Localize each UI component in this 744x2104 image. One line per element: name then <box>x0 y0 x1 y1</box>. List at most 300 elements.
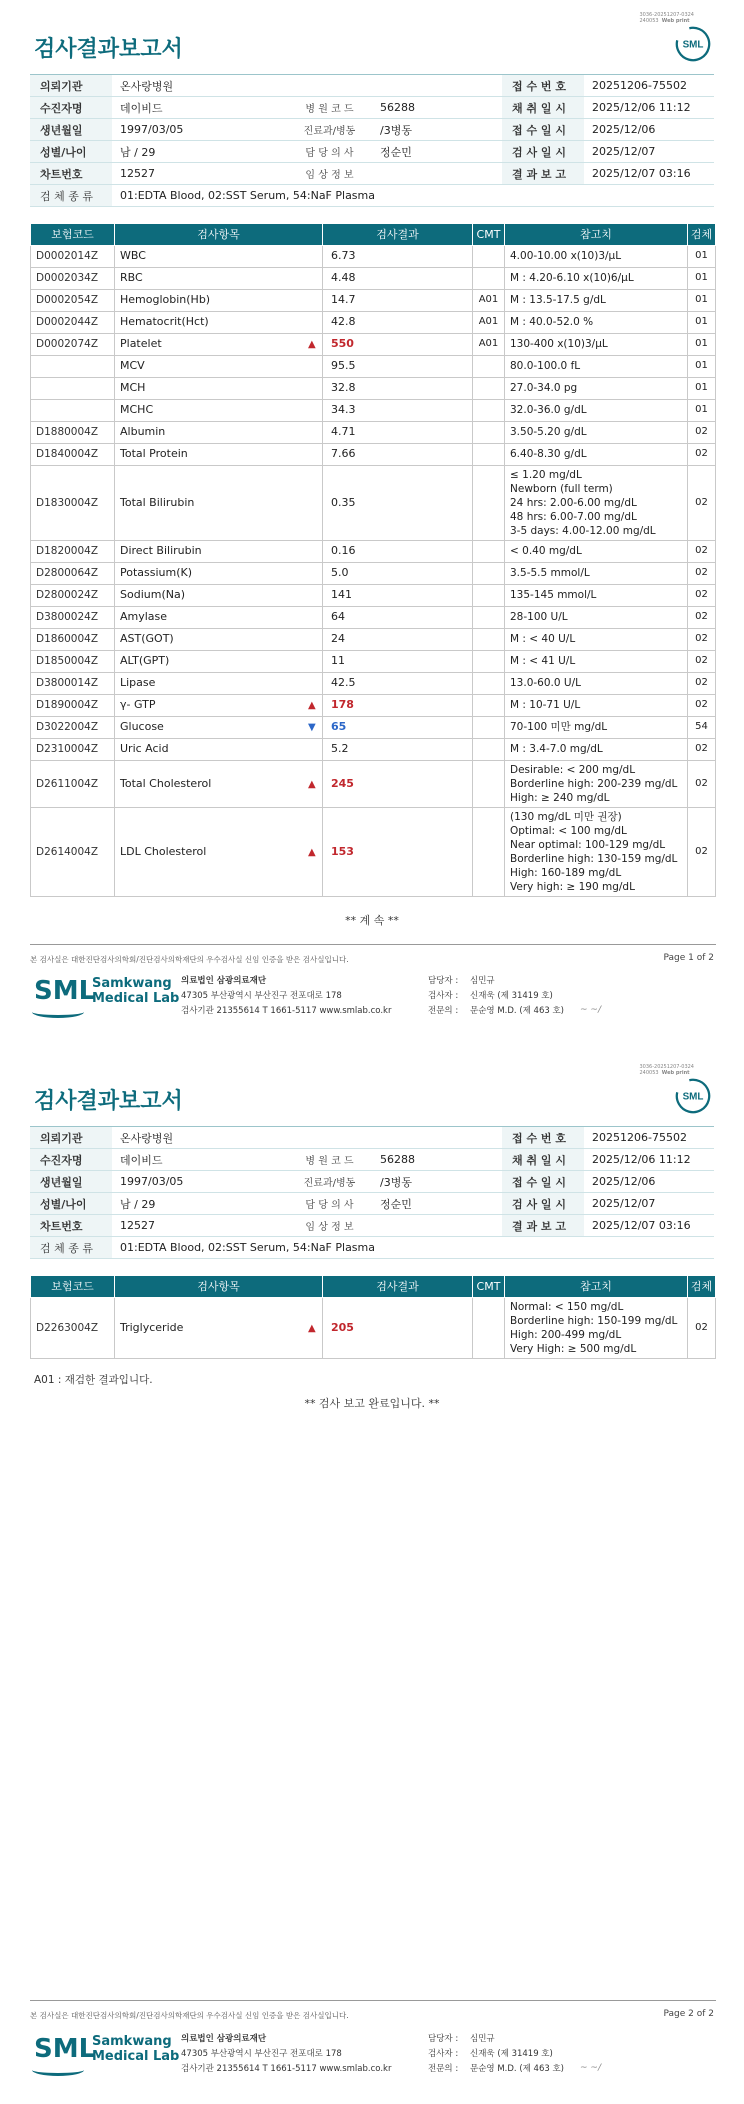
row-cmt <box>473 807 505 896</box>
specimen-value: 01:EDTA Blood, 02:SST Serum, 54:NaF Plasma <box>112 185 714 207</box>
table-row <box>31 540 716 562</box>
ref-line: 3-5 days: 4.00-12.00 mg/dL <box>510 524 656 537</box>
row-code: D2310004Z <box>31 738 115 760</box>
row-cmt <box>473 694 505 716</box>
ref-line: Borderline high: 200-239 mg/dL <box>510 777 678 790</box>
row-code: D1840004Z <box>31 443 115 465</box>
collect-value: 2025/12/06 11:12 <box>584 1149 714 1171</box>
sexage-label: 성별/나이 <box>30 1193 112 1215</box>
row-code: D2614004Z <box>31 807 115 896</box>
row-ref <box>505 628 688 650</box>
col-code: 보험코드 <box>31 1276 115 1297</box>
dept-label: 진료과/병동 <box>287 1171 372 1193</box>
ref-line: ≤ 1.20 mg/dL <box>510 468 582 481</box>
row-specimen: 02 <box>688 760 716 807</box>
doctor-value: 정순민 <box>372 1193 502 1215</box>
ref-line: M : < 41 U/L <box>510 655 576 667</box>
row-result-cell <box>308 716 473 738</box>
table-row <box>31 738 716 760</box>
table-row <box>31 606 716 628</box>
sml-logo-p2-icon <box>675 1078 711 1114</box>
patient-value: 데이비드 <box>112 97 287 119</box>
row-item: Total Cholesterol <box>115 760 323 807</box>
row-cmt <box>473 443 505 465</box>
row-specimen: 02 <box>688 421 716 443</box>
row-result-cell <box>323 628 473 650</box>
table-row <box>31 355 716 377</box>
footer-divider <box>30 944 716 945</box>
report-value: 2025/12/07 03:16 <box>584 163 714 185</box>
row-code <box>31 355 115 377</box>
row-item: MCHC <box>115 399 323 421</box>
row-specimen: 54 <box>688 716 716 738</box>
row-specimen: 02 <box>688 606 716 628</box>
row-item: RBC <box>115 267 323 289</box>
ref-line: Very High: ≥ 500 mg/dL <box>510 1342 637 1355</box>
row-specimen: 01 <box>688 311 716 333</box>
row-result: 42.8 <box>331 315 356 328</box>
receive-value: 2025/12/06 <box>584 1171 714 1193</box>
test-value: 2025/12/07 <box>584 1193 714 1215</box>
report-page-2 <box>0 1052 744 2104</box>
row-code: D3800014Z <box>31 672 115 694</box>
row-result-cell <box>323 606 473 628</box>
row-result: 5.0 <box>331 566 349 579</box>
row-specimen: 02 <box>688 1297 716 1358</box>
ref-line: 130-400 x(10)3/μL <box>510 338 608 350</box>
birth-label: 생년월일 <box>30 119 112 141</box>
row-ref <box>505 606 688 628</box>
sexage-value: 남 / 29 <box>112 1193 287 1215</box>
hcode-value: 56288 <box>372 97 502 119</box>
table-row <box>31 650 716 672</box>
table-row <box>31 443 716 465</box>
row-code: D0002054Z <box>31 289 115 311</box>
row-code: D0002034Z <box>31 267 115 289</box>
accno-label: 접 수 번 호 <box>502 75 584 97</box>
row-result: 11 <box>331 654 345 667</box>
row-result: 141 <box>331 588 352 601</box>
sexage-label: 성별/나이 <box>30 141 112 163</box>
row-item: Hemoglobin(Hb) <box>115 289 323 311</box>
doc-code-line1: 3036-20251207-0324 <box>639 12 694 18</box>
row-cmt <box>473 760 505 807</box>
row-result: 24 <box>331 632 345 645</box>
collect-value: 2025/12/06 11:12 <box>584 97 714 119</box>
row-result: 6.73 <box>331 249 356 262</box>
ref-line: M : 13.5-17.5 g/dL <box>510 294 606 306</box>
specimen-value: 01:EDTA Blood, 02:SST Serum, 54:NaF Plasma <box>112 1237 714 1259</box>
row-ref <box>505 584 688 606</box>
hcode-label: 병 원 코 드 <box>287 97 372 119</box>
cert-text: 본 검사실은 대한진단검사의학회/진단검사의학재단의 우수검사실 신임 인증을 받은 검사실입니다. <box>30 955 349 964</box>
ref-line: M : 10-71 U/L <box>510 699 581 711</box>
row-ref <box>505 355 688 377</box>
ref-line: 13.0-60.0 U/L <box>510 677 581 689</box>
row-specimen: 02 <box>688 562 716 584</box>
ref-line: Newborn (full term) <box>510 482 613 495</box>
row-item: AST(GOT) <box>115 628 323 650</box>
row-cmt <box>473 540 505 562</box>
staff-info-p2: 담당자 : 심민규 검사자 : 신재욱 (제 31419 호) 전문의 : 문순영 M.D. (제 463 호) <box>428 2034 565 2074</box>
row-result-cell <box>323 289 473 311</box>
table-row <box>31 760 716 807</box>
row-result: 95.5 <box>331 359 356 372</box>
accno-label: 접 수 번 호 <box>502 1127 584 1149</box>
col-specimen: 검체 <box>688 1276 716 1297</box>
logo-name: Samkwang Medical Lab <box>92 2034 180 2064</box>
row-cmt: A01 <box>473 289 505 311</box>
row-item: LDL Cholesterol <box>115 807 323 896</box>
collect-label: 채 취 일 시 <box>502 97 584 119</box>
signature-p2: ~ ~/ <box>580 2063 601 2073</box>
ref-line: 80.0-100.0 fL <box>510 360 581 372</box>
clinical-value <box>372 1215 502 1237</box>
cert-text-p2: 본 검사실은 대한진단검사의학회/진단검사의학재단의 우수검사실 신임 인증을 받은 검사실입니다. <box>30 2011 349 2020</box>
row-cmt <box>473 399 505 421</box>
ref-line: Desirable: < 200 mg/dL <box>510 763 636 776</box>
row-specimen: 02 <box>688 540 716 562</box>
ref-line: High: 200-499 mg/dL <box>510 1328 622 1341</box>
high-flag-icon: ▲ <box>308 700 316 711</box>
row-ref <box>505 421 688 443</box>
sml-logo-text: SML <box>34 976 96 1006</box>
row-code: D1820004Z <box>31 540 115 562</box>
row-item: MCV <box>115 355 323 377</box>
ref-line: 27.0-34.0 pg <box>510 382 578 394</box>
table-row <box>31 584 716 606</box>
row-result: 550 <box>331 337 354 350</box>
row-ref <box>505 738 688 760</box>
receive-value: 2025/12/06 <box>584 119 714 141</box>
row-code: D0002044Z <box>31 311 115 333</box>
row-ref <box>505 333 688 355</box>
hospital-value: 온사랑병원 <box>112 75 287 97</box>
row-result-cell <box>323 267 473 289</box>
row-result: 5.2 <box>331 742 349 755</box>
table-row <box>31 694 716 716</box>
table-row <box>31 465 716 540</box>
row-cmt <box>473 738 505 760</box>
row-ref <box>505 377 688 399</box>
col-specimen: 검체 <box>688 224 716 245</box>
ref-line: M : 3.4-7.0 mg/dL <box>510 743 603 755</box>
sml-logo-icon <box>675 26 711 62</box>
row-result-cell <box>323 672 473 694</box>
ref-line: Normal: < 150 mg/dL <box>510 1300 624 1313</box>
table-row <box>31 1297 716 1358</box>
row-specimen: 02 <box>688 807 716 896</box>
row-cmt: A01 <box>473 333 505 355</box>
row-result: 32.8 <box>331 381 356 394</box>
report-label: 결 과 보 고 <box>502 163 584 185</box>
row-code: D0002074Z <box>31 333 115 355</box>
row-item: Direct Bilirubin <box>115 540 323 562</box>
doc-code-line2: 240053 Web print <box>639 18 690 24</box>
row-result: 14.7 <box>331 293 356 306</box>
table-row <box>31 399 716 421</box>
row-specimen: 02 <box>688 465 716 540</box>
row-result-cell <box>323 399 473 421</box>
high-flag-icon: ▲ <box>308 846 316 858</box>
row-cmt <box>473 267 505 289</box>
row-result-cell <box>323 738 473 760</box>
report-label: 결 과 보 고 <box>502 1215 584 1237</box>
ref-line: Optimal: < 100 mg/dL <box>510 824 627 837</box>
test-label: 검 사 일 시 <box>502 141 584 163</box>
table-row <box>31 807 716 896</box>
ref-line: 4.00-10.00 x(10)3/μL <box>510 250 622 262</box>
row-result: 4.71 <box>331 425 356 438</box>
ref-line: 6.40-8.30 g/dL <box>510 448 587 460</box>
row-ref <box>505 1297 688 1358</box>
results-table-page-1 <box>30 224 716 897</box>
row-cmt <box>473 606 505 628</box>
table-row <box>31 562 716 584</box>
row-ref <box>505 760 688 807</box>
row-code: D3800024Z <box>31 606 115 628</box>
ref-line: 24 hrs: 2.00-6.00 mg/dL <box>510 496 637 509</box>
clinical-label: 임 상 정 보 <box>287 1215 372 1237</box>
row-specimen: 02 <box>688 650 716 672</box>
test-label: 검 사 일 시 <box>502 1193 584 1215</box>
row-result-cell <box>323 443 473 465</box>
row-code: D1830004Z <box>31 465 115 540</box>
row-item: WBC <box>115 245 323 267</box>
logo-name: Samkwang Medical Lab <box>92 976 180 1006</box>
ref-line: (130 mg/dL 미만 권장) <box>510 810 622 823</box>
row-result-cell <box>323 540 473 562</box>
row-cmt <box>473 1297 505 1358</box>
row-cmt <box>473 377 505 399</box>
row-code: D2611004Z <box>31 760 115 807</box>
ref-line: < 0.40 mg/dL <box>510 545 582 557</box>
row-specimen: 01 <box>688 399 716 421</box>
row-item: Potassium(K) <box>115 562 323 584</box>
collect-label: 채 취 일 시 <box>502 1149 584 1171</box>
patient-label: 수진자명 <box>30 97 112 119</box>
row-specimen: 02 <box>688 738 716 760</box>
row-specimen: 01 <box>688 377 716 399</box>
low-flag-icon: ▼ <box>308 722 316 733</box>
col-result: 검사결과 <box>323 1276 473 1297</box>
page-number-p2: Page 2 of 2 <box>663 2009 714 2019</box>
row-ref <box>505 311 688 333</box>
patient-info-table <box>30 74 714 207</box>
ref-line: M : 40.0-52.0 % <box>510 316 594 328</box>
table-row <box>31 267 716 289</box>
row-specimen: 01 <box>688 245 716 267</box>
row-item: Hematocrit(Hct) <box>115 311 323 333</box>
high-flag-icon: ▲ <box>308 1322 316 1334</box>
hospital-label: 의뢰기관 <box>30 75 112 97</box>
row-result: 0.16 <box>331 544 356 557</box>
row-result: 178 <box>331 698 354 711</box>
row-specimen: 01 <box>688 355 716 377</box>
row-result-cell <box>323 377 473 399</box>
row-ref <box>505 650 688 672</box>
ref-line: 135-145 mmol/L <box>510 589 597 601</box>
patient-info-table-p2 <box>30 1126 714 1259</box>
hcode-value: 56288 <box>372 1149 502 1171</box>
final-note: ** 검사 보고 완료입니다. ** <box>304 1397 440 1410</box>
specimen-label: 검 체 종 류 <box>30 1237 112 1259</box>
row-code: D2800024Z <box>31 584 115 606</box>
hospital-label: 의뢰기관 <box>30 1127 112 1149</box>
patient-value: 데이비드 <box>112 1149 287 1171</box>
samkwang-logo-p2 <box>34 2030 184 2074</box>
row-result: 7.66 <box>331 447 356 460</box>
row-code: D2800064Z <box>31 562 115 584</box>
ref-line: M : 4.20-6.10 x(10)6/μL <box>510 272 634 284</box>
row-result: 245 <box>331 776 354 790</box>
table-row <box>31 421 716 443</box>
staff-info: 담당자 : 심민규 검사자 : 신재욱 (제 31419 호) 전문의 : 문순영 M.D. (제 463 호) <box>428 976 565 1016</box>
row-result-cell <box>323 650 473 672</box>
row-item: Lipase <box>115 672 323 694</box>
row-code: D0002014Z <box>31 245 115 267</box>
col-item: 검사항목 <box>115 224 323 245</box>
chart-value: 12527 <box>112 163 287 185</box>
doc-code-p2-line2: 240053 Web print <box>639 1070 690 1076</box>
row-code <box>31 399 115 421</box>
table-row <box>31 377 716 399</box>
row-result-cell <box>308 1297 473 1358</box>
table-row <box>31 311 716 333</box>
row-specimen: 02 <box>688 694 716 716</box>
row-result: 205 <box>331 1320 354 1334</box>
row-ref <box>505 399 688 421</box>
results-table-page-2 <box>30 1276 716 1359</box>
specimen-label: 검 체 종 류 <box>30 185 112 207</box>
row-ref <box>505 267 688 289</box>
sml-logo-text: SML <box>34 2034 96 2064</box>
row-cmt <box>473 716 505 738</box>
row-cmt <box>473 584 505 606</box>
col-ref: 참고치 <box>505 224 688 245</box>
row-specimen: 01 <box>688 333 716 355</box>
row-code: D1880004Z <box>31 421 115 443</box>
row-item: Sodium(Na) <box>115 584 323 606</box>
row-ref <box>505 694 688 716</box>
row-code <box>31 377 115 399</box>
report-value: 2025/12/07 03:16 <box>584 1215 714 1237</box>
row-specimen: 02 <box>688 443 716 465</box>
row-cmt <box>473 355 505 377</box>
page-number: Page 1 of 2 <box>663 953 714 963</box>
col-ref: 참고치 <box>505 1276 688 1297</box>
row-result-cell <box>308 333 473 355</box>
doctor-label: 담 당 의 사 <box>287 1193 372 1215</box>
ref-line: M : < 40 U/L <box>510 633 576 645</box>
continued-note: ** 계 속 ** <box>345 914 399 927</box>
row-result-cell <box>323 355 473 377</box>
row-specimen: 01 <box>688 267 716 289</box>
ref-line: Very high: ≥ 190 mg/dL <box>510 880 635 893</box>
row-result-cell <box>308 760 473 807</box>
samkwang-logo <box>34 972 184 1016</box>
row-ref <box>505 245 688 267</box>
accno-value: 20251206-75502 <box>584 1127 714 1149</box>
hcode-label: 병 원 코 드 <box>287 1149 372 1171</box>
row-cmt <box>473 628 505 650</box>
signature: ~ ~/ <box>580 1005 601 1015</box>
row-cmt: A01 <box>473 311 505 333</box>
row-cmt <box>473 421 505 443</box>
footer-divider-p2 <box>30 2000 716 2001</box>
col-item: 검사항목 <box>115 1276 323 1297</box>
row-item: Albumin <box>115 421 323 443</box>
row-specimen: 02 <box>688 584 716 606</box>
hospital-value: 온사랑병원 <box>112 1127 287 1149</box>
row-cmt <box>473 562 505 584</box>
svg-text:SML: SML <box>682 39 704 51</box>
table-row <box>31 716 716 738</box>
row-item: Total Bilirubin <box>115 465 323 540</box>
col-result: 검사결과 <box>323 224 473 245</box>
birth-label: 생년월일 <box>30 1171 112 1193</box>
ref-line: 32.0-36.0 g/dL <box>510 404 587 416</box>
row-result-cell <box>323 311 473 333</box>
ref-line: 3.50-5.20 g/dL <box>510 426 587 438</box>
row-ref <box>505 465 688 540</box>
table-row <box>31 289 716 311</box>
ref-line: High: ≥ 240 mg/dL <box>510 791 610 804</box>
clinical-label: 임 상 정 보 <box>287 163 372 185</box>
receive-label: 접 수 일 시 <box>502 1171 584 1193</box>
row-result: 65 <box>331 720 347 733</box>
col-cmt: CMT <box>473 224 505 245</box>
col-code: 보험코드 <box>31 224 115 245</box>
row-ref <box>505 540 688 562</box>
table-row <box>31 628 716 650</box>
row-result-cell <box>323 245 473 267</box>
row-result: 42.5 <box>331 676 356 689</box>
sexage-value: 남 / 29 <box>112 141 287 163</box>
row-item: Platelet <box>115 333 323 355</box>
clinical-value <box>372 163 502 185</box>
doctor-label: 담 당 의 사 <box>287 141 372 163</box>
row-specimen: 01 <box>688 289 716 311</box>
ref-line: 70-100 미만 mg/dL <box>510 721 608 733</box>
row-item: MCH <box>115 377 323 399</box>
row-result: 153 <box>331 844 354 858</box>
table-row <box>31 245 716 267</box>
row-result-cell <box>323 465 473 540</box>
row-result-cell <box>308 807 473 896</box>
dept-value: /3병동 <box>372 119 502 141</box>
logo-arc-icon <box>32 2064 84 2076</box>
row-result-cell <box>323 421 473 443</box>
birth-value: 1997/03/05 <box>112 1171 287 1193</box>
row-code: D2263004Z <box>31 1297 115 1358</box>
birth-value: 1997/03/05 <box>112 119 287 141</box>
org-info: 의료법인 삼광의료재단 47305 부산광역시 부산진구 전포대로 178 검사기관 21355614 T 1661-5117 www.smlab.co.kr <box>181 976 392 1016</box>
page-title-p2: 검사결과보고서 <box>34 1089 183 1114</box>
row-specimen: 02 <box>688 672 716 694</box>
row-item: Total Protein <box>115 443 323 465</box>
row-item: Uric Acid <box>115 738 323 760</box>
dept-label: 진료과/병동 <box>287 119 372 141</box>
row-result-cell <box>323 562 473 584</box>
svg-text:SML: SML <box>682 1091 704 1103</box>
row-ref <box>505 807 688 896</box>
row-cmt <box>473 672 505 694</box>
row-result: 34.3 <box>331 403 356 416</box>
row-specimen: 02 <box>688 628 716 650</box>
doc-code-p2-line1: 3036-20251207-0324 <box>639 1064 694 1070</box>
row-ref <box>505 716 688 738</box>
